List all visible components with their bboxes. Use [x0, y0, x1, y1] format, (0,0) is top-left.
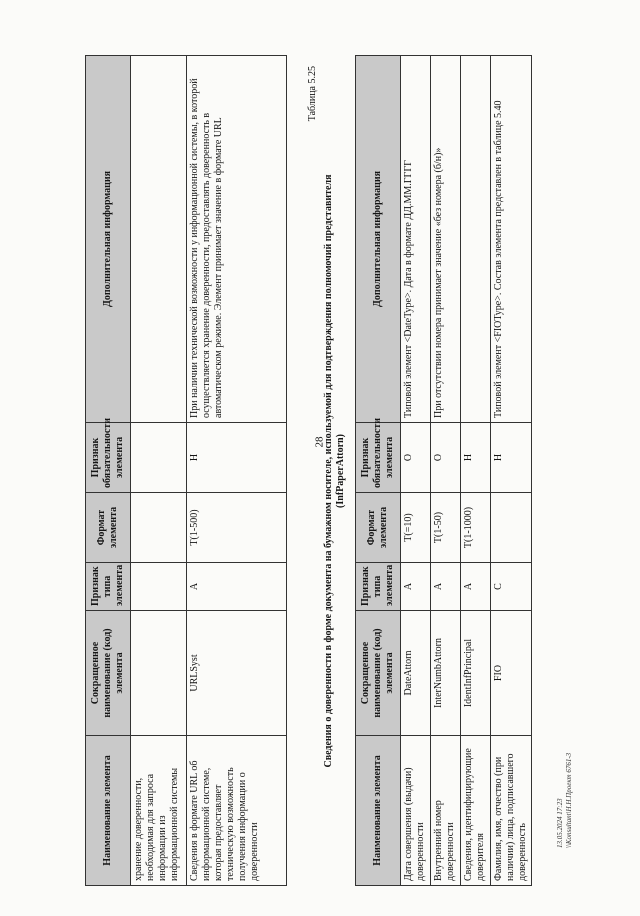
cell-info: [131, 56, 187, 423]
cell-type: А: [431, 563, 461, 611]
cell-type: А: [461, 563, 491, 611]
header-cell: Сокращенное наименование (код) элемента: [86, 611, 131, 736]
cell-type: С: [491, 563, 532, 611]
header-cell: Формат элемента: [86, 493, 131, 563]
cell-code: URLSyst: [187, 611, 287, 736]
table-row: [401, 56, 431, 886]
cell-type: [131, 563, 187, 611]
header-cell: Сокращенное наименование (код) элемента: [356, 611, 401, 736]
cell-type: А: [401, 563, 431, 611]
table-bottom: [355, 55, 532, 886]
cell-name: Сведения, идентифицирующие доверителя: [461, 736, 491, 886]
table-row: [187, 56, 287, 886]
cell-info: [461, 56, 491, 423]
cell-required: О: [431, 423, 461, 493]
table-row: [461, 56, 491, 886]
table-top: [85, 55, 287, 886]
table-title-line1: Сведения о доверенности в форме документа на бумажном носителе, используемой для подтверждения полномочий представителя: [323, 174, 334, 768]
header-cell: Признак обязательности элемента: [86, 423, 131, 493]
header-cell: Признак обязательности элемента: [356, 423, 401, 493]
table-title: [323, 56, 347, 886]
footer-date: 13.05.2024 17:23: [556, 798, 564, 848]
cell-required: Н: [187, 423, 287, 493]
table-caption-number: Таблица 5.25: [307, 66, 318, 122]
table-title-line2: (InfPaperAttorn): [335, 434, 346, 508]
table-row: [431, 56, 461, 886]
cell-format: T(=10): [401, 493, 431, 563]
cell-code: InterNumbAttorn: [431, 611, 461, 736]
cell-format: T(1-1000): [461, 493, 491, 563]
header-cell: Дополнительная информация: [86, 56, 131, 423]
header-cell: Наименование элемента: [356, 736, 401, 886]
cell-name: хранение доверенности, необходимая для запроса информации из информационной системы: [131, 736, 187, 886]
cell-info: Типовой элемент <FIOType>. Состав элемента представлен в таблице 5.40: [491, 56, 532, 423]
header-cell: Признак типа элемента: [86, 563, 131, 611]
header-cell: Наименование элемента: [86, 736, 131, 886]
rotated-sheet: [85, 56, 605, 886]
cell-name: Внутренний номер доверенности: [431, 736, 461, 886]
table-row: [491, 56, 532, 886]
table-top-header-row: [86, 56, 131, 886]
cell-format: [131, 493, 187, 563]
page-number: 28: [313, 436, 326, 448]
cell-type: А: [187, 563, 287, 611]
cell-required: О: [401, 423, 431, 493]
cell-format: T(1-50): [431, 493, 461, 563]
cell-code: DateAttorn: [401, 611, 431, 736]
cell-required: Н: [491, 423, 532, 493]
header-cell: Дополнительная информация: [356, 56, 401, 423]
cell-info: Типовой элемент <DateType>. Дата в формате ДД.ММ.ГГГГ: [401, 56, 431, 423]
cell-code: IdentInfPrincipal: [461, 611, 491, 736]
cell-name: Дата совершения (выдачи) доверенности: [401, 736, 431, 886]
cell-name: Сведения в формате URL об информационной системе, которая предоставляет техническую возможность получения информации о доверенности: [187, 736, 287, 886]
cell-code: FIO: [491, 611, 532, 736]
header-cell: Формат элемента: [356, 493, 401, 563]
cell-required: [131, 423, 187, 493]
cell-format: [491, 493, 532, 563]
cell-code: [131, 611, 187, 736]
cell-required: Н: [461, 423, 491, 493]
cell-info: При наличии технической возможности у информационной системы, в которой осуществляется хранение доверенности, предоставлять доверенность в автоматическом режиме. Элемент принимает значение в формате URL: [187, 56, 287, 423]
cell-format: T(1-500): [187, 493, 287, 563]
footer-path: \\Konsultant\Н.Н.Проект 6761-3: [565, 752, 573, 848]
cell-name: Фамилия, имя, отчество (при наличии) лица, подписавшего доверенность: [491, 736, 532, 886]
table-bottom-header-row: [356, 56, 401, 886]
table-row: [131, 56, 187, 886]
cell-info: При отсутствии номера принимает значение «без номера (б/н)»: [431, 56, 461, 423]
header-cell: Признак типа элемента: [356, 563, 401, 611]
